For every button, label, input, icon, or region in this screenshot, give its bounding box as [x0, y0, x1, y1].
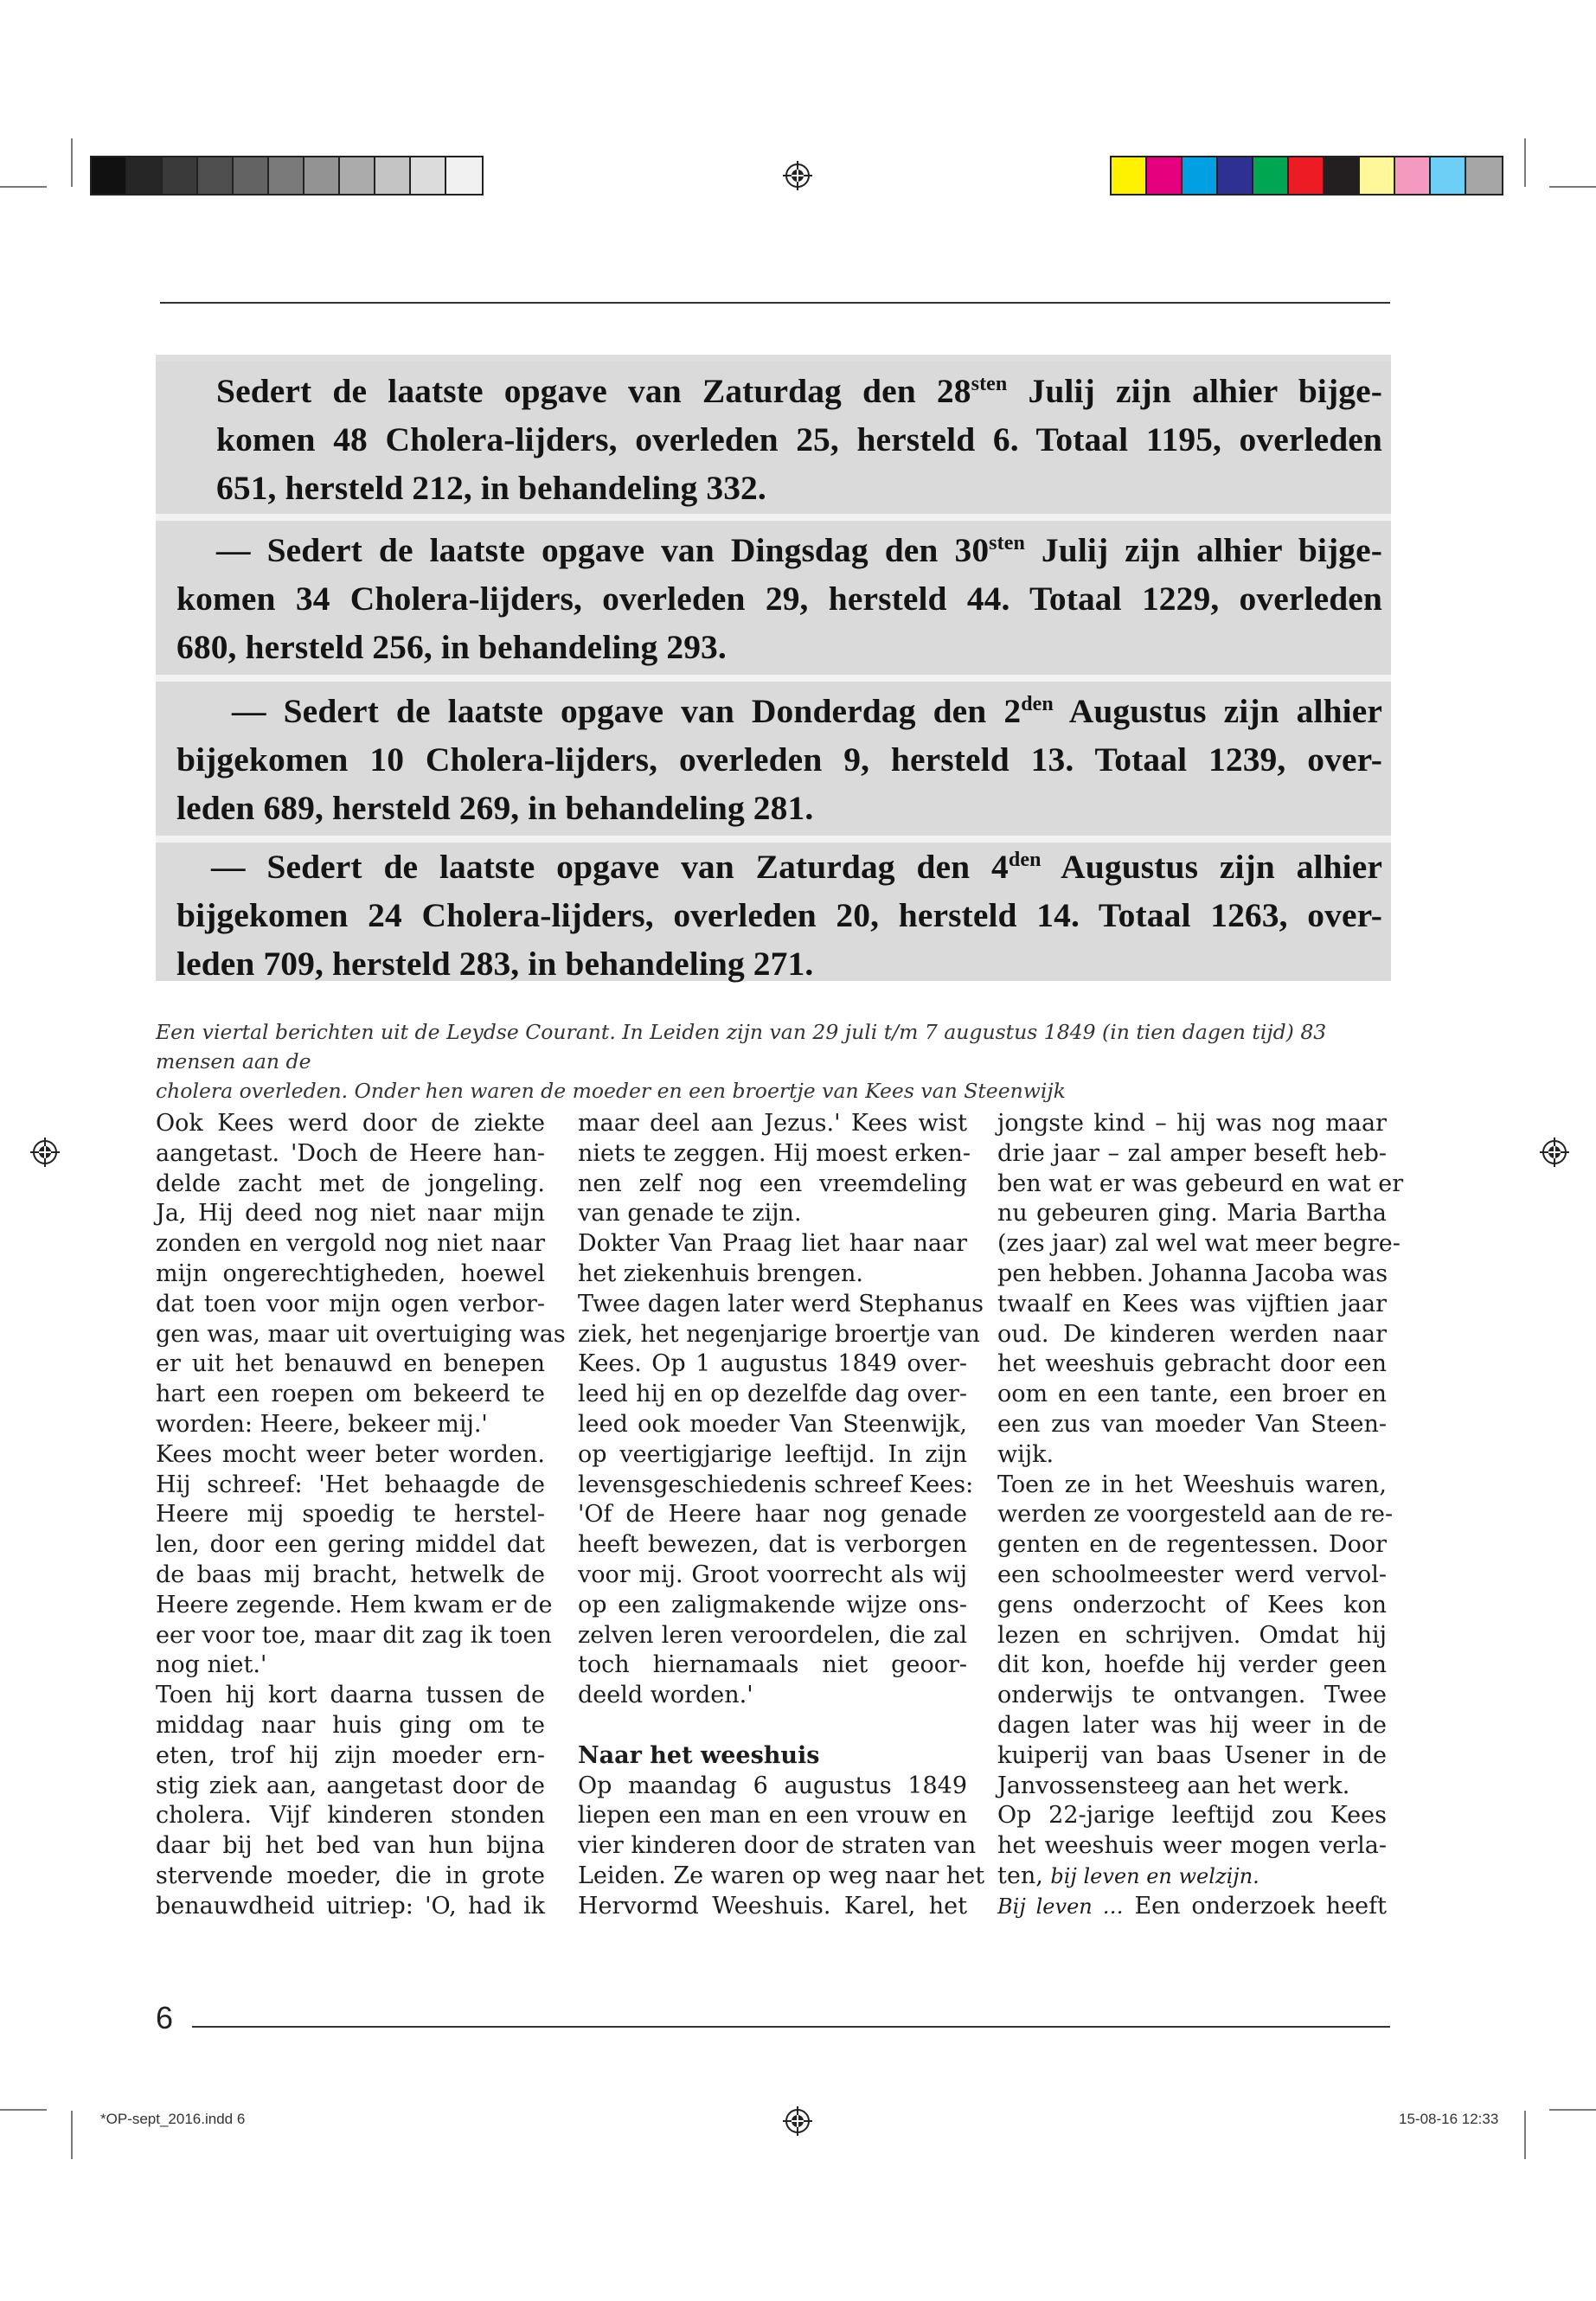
color-swatch — [1466, 157, 1502, 194]
text-line: delde zacht met de jongeling. — [156, 1170, 545, 1197]
color-swatch — [1360, 157, 1395, 194]
text-line: dagen later was hij weer in de — [997, 1711, 1387, 1739]
text-line: Op maandag 6 augustus 1849 — [578, 1772, 967, 1799]
text-line: onderwijs te ontvangen. Twee — [997, 1682, 1387, 1709]
text-line: stig ziek aan, aangetast door de — [156, 1772, 545, 1799]
text-line: lezen en schrijven. Omdat hij — [997, 1621, 1387, 1649]
text-line: kuiperij van baas Usener in de — [997, 1741, 1387, 1769]
clipping-separator — [156, 675, 1391, 682]
text-line: (zes jaar) zal wel wat meer begre- — [997, 1230, 1401, 1258]
slug-filename: *OP-sept_2016.indd 6 — [100, 2111, 246, 2127]
text-line: ben wat er was gebeurd en wat er — [997, 1170, 1404, 1197]
text-line: stervende moeder, die in grote — [156, 1862, 545, 1889]
text-line: drie jaar – zal amper beseft heb- — [997, 1139, 1387, 1167]
paragraph-gap — [578, 1711, 967, 1741]
text-line: zelven leren veroordelen, die zal — [578, 1621, 967, 1649]
text-line: werden ze voorgesteld aan de re- — [997, 1501, 1394, 1529]
color-swatch — [1183, 157, 1218, 194]
text-line: mijn ongerechtigheden, hoewel — [156, 1259, 545, 1287]
clipping: — Sedert de laatste opgave van Donderdag den $2^{den}$ Augustus zijn alhier bijgekomen 10 Cholera-lijders, overleden 9, hersteld 13. Totaal 1239, over- leden 689, hersteld 269, in behandeling 281. — [156, 682, 1391, 836]
text-line: Hij schreef: 'Het behaagde de — [156, 1471, 545, 1498]
text-line: Janvossensteeg aan het werk. — [997, 1772, 1350, 1799]
color-swatch — [1395, 157, 1431, 194]
text-line: twaalf en Kees was vijftien jaar — [997, 1290, 1387, 1317]
image-caption — [156, 1017, 1393, 1106]
section-heading: Naar het weeshuis — [578, 1741, 820, 1769]
color-swatch — [163, 157, 198, 194]
color-swatch — [375, 157, 411, 194]
clipping: Sedert de laatste opgave van Zaturdag den $28^{sten}$ Julij zijn alhier bijge- komen 48 Cholera-lijders, overleden 25, hersteld 6. Totaal 1195, overleden 651, hersteld 212, in behandeling 332. — [156, 362, 1391, 514]
process-color-bar — [1110, 156, 1503, 195]
text-line: gen was, maar uit overtuiging was — [156, 1320, 566, 1348]
text-line: voor mij. Groot voorrecht als wij — [578, 1561, 967, 1588]
text-line: Op 22-jarige leeftijd zou Kees — [997, 1802, 1387, 1830]
registration-mark-icon — [30, 1138, 60, 1167]
color-swatch — [1289, 157, 1324, 194]
text-line: wijk. — [997, 1440, 1054, 1468]
color-swatch — [234, 157, 269, 194]
text-line: toch hiernamaals niet geoor- — [578, 1651, 967, 1679]
text-fragment: ten, — [997, 1862, 1051, 1889]
footer-rule — [192, 2026, 1390, 2028]
registration-mark-icon — [783, 161, 812, 190]
text-line: op veertigjarige leeftijd. In zijn — [578, 1440, 967, 1468]
text-line: levensgeschiedenis schreef Kees: — [578, 1471, 974, 1498]
text-line: middag naar huis ging om te — [156, 1711, 545, 1739]
newspaper-clippings-image — [156, 355, 1391, 981]
text-line: len, door een gering middel dat — [156, 1531, 545, 1559]
color-swatch — [1112, 157, 1147, 194]
text-line: het ziekenhuis brengen. — [578, 1259, 864, 1287]
text-line: heeft bewezen, dat is verborgen — [578, 1531, 967, 1559]
text-line: eer voor toe, maar dit zag ik toen — [156, 1621, 552, 1649]
text-line: eten, trof hij zijn moeder ern- — [156, 1741, 545, 1769]
text-line: leed hij en op dezelfde dag over- — [578, 1381, 967, 1408]
slug-datetime: 15-08-16 12:33 — [1399, 2111, 1499, 2127]
text-line: Hervormd Weeshuis. Karel, het — [578, 1892, 967, 1920]
text-line: pen hebben. Johanna Jacoba was — [997, 1259, 1388, 1287]
color-swatch — [127, 157, 163, 194]
text-line: zonden en vergold nog niet naar — [156, 1230, 545, 1258]
italic-fragment: bij leven en welzijn. — [1050, 1863, 1259, 1888]
color-swatch — [304, 157, 340, 194]
header-rule — [160, 302, 1390, 304]
text-column-2 — [578, 1109, 985, 1922]
text-line: maar deel aan Jezus.' Kees wist — [578, 1110, 967, 1137]
color-swatch — [411, 157, 446, 194]
text-line: Toen hij kort daarna tussen de — [156, 1682, 545, 1709]
text-line: Heere mij spoedig te herstel- — [156, 1501, 545, 1529]
text-line: Twee dagen later werd Stephanus — [578, 1290, 984, 1317]
grayscale-color-bar — [90, 156, 484, 195]
color-swatch — [1147, 157, 1183, 194]
text-line: ziek, het negenjarige broertje van — [578, 1320, 980, 1348]
text-line: Leiden. Ze waren op weg naar het — [578, 1862, 985, 1889]
text-line: benauwdheid uitriep: 'O, had ik — [156, 1892, 545, 1920]
text-line: Ook Kees werd door de ziekte — [156, 1110, 545, 1137]
text-line: Toen ze in het Weeshuis waren, — [997, 1471, 1387, 1498]
text-line: worden: Heere, bekeer mij.' — [156, 1410, 488, 1438]
text-line: deeld worden.' — [578, 1682, 753, 1709]
text-line: nu gebeuren ging. Maria Bartha — [997, 1200, 1387, 1227]
text-line: liepen een man en een vrouw en — [578, 1802, 967, 1830]
color-swatch — [1324, 157, 1360, 194]
page-number: 6 — [156, 2000, 174, 2035]
text-line: nog niet.' — [156, 1651, 267, 1679]
text-line: 'Of de Heere haar nog genade — [578, 1501, 967, 1529]
clipping-separator — [156, 514, 1391, 521]
text-line: vier kinderen door de straten van — [578, 1832, 977, 1860]
text-line — [997, 1862, 1387, 1892]
clipping: — Sedert de laatste opgave van Zaturdag den $4^{den}$ Augustus zijn alhier bijgekomen 24 Cholera-lijders, overleden 20, hersteld 14. Totaal 1263, over- leden 709, hersteld 283, in behandeling 271. — [156, 843, 1391, 981]
text-line: de baas mij bracht, hetwelk de — [156, 1561, 545, 1588]
color-swatch — [340, 157, 375, 194]
text-line: Ja, Hij deed nog niet naar mijn — [156, 1200, 545, 1227]
text-line: oud. De kinderen werden naar — [997, 1320, 1387, 1348]
text-line: het weeshuis weer mogen verla- — [997, 1832, 1387, 1860]
text-column-3 — [997, 1109, 1404, 1922]
text-line: Kees. Op 1 augustus 1849 over- — [578, 1350, 967, 1378]
text-line: dat toen voor mijn ogen verbor- — [156, 1290, 545, 1317]
color-swatch — [198, 157, 234, 194]
color-swatch — [1253, 157, 1289, 194]
text-fragment: Een onderzoek heeft — [1123, 1892, 1387, 1920]
text-line: aangetast. 'Doch de Heere han- — [156, 1139, 545, 1167]
text-line: Kees mocht weer beter worden. — [156, 1440, 545, 1468]
text-line: er uit het benauwd en benepen — [156, 1350, 545, 1378]
color-swatch — [92, 157, 127, 194]
text-line: het weeshuis gebracht door een — [997, 1350, 1387, 1378]
color-swatch — [269, 157, 304, 194]
text-line: daar bij het bed van hun bijna — [156, 1832, 545, 1860]
text-line: jongste kind – hij was nog maar — [997, 1110, 1387, 1137]
text-line: cholera. Vijf kinderen stonden — [156, 1802, 545, 1830]
color-swatch — [1218, 157, 1253, 194]
text-line: op een zaligmakende wijze ons- — [578, 1591, 967, 1618]
registration-mark-icon — [1540, 1138, 1569, 1167]
caption-line: cholera overleden. Onder hen waren de moeder en een broertje van Kees van Steenwijk — [156, 1079, 1066, 1103]
text-line: gens onderzocht of Kees kon — [997, 1591, 1387, 1618]
italic-fragment: Bij leven … — [997, 1894, 1124, 1919]
text-line: nen zelf nog een vreemdeling — [578, 1170, 967, 1197]
text-line — [997, 1892, 1387, 1922]
text-line: een schoolmeester werd vervol- — [997, 1561, 1387, 1588]
color-swatch — [1431, 157, 1466, 194]
clipping-separator — [156, 836, 1391, 843]
registration-mark-icon — [783, 2106, 812, 2136]
caption-line: Een viertal berichten uit de Leydse Courant. In Leiden zijn van 29 juli t/m 7 augustus 1849 (in tien dagen tijd) 83 mensen aan de — [156, 1020, 1327, 1074]
text-line: hart een roepen om bekeerd te — [156, 1381, 545, 1408]
text-line: Dokter Van Praag liet haar naar — [578, 1230, 967, 1258]
text-line: een zus van moeder Van Steen- — [997, 1410, 1387, 1438]
text-line: niets te zeggen. Hij moest erken- — [578, 1139, 971, 1167]
text-line: van genade te zijn. — [578, 1200, 802, 1227]
text-line: genten en de regentessen. Door — [997, 1531, 1387, 1559]
text-line: oom en een tante, een broer en — [997, 1381, 1387, 1408]
text-line: dit kon, hoefde hij verder geen — [997, 1651, 1387, 1679]
text-line: Heere zegende. Hem kwam er de — [156, 1591, 553, 1618]
text-line: leed ook moeder Van Steenwijk, — [578, 1410, 967, 1438]
text-column-1 — [156, 1109, 566, 1922]
color-swatch — [446, 157, 482, 194]
clipping: — Sedert de laatste opgave van Dingsdag den $30^{sten}$ Julij zijn alhier bijge- komen 34 Cholera-lijders, overleden 29, hersteld 44. Totaal 1229, overleden 680, hersteld 256, in behandeling 293. — [156, 521, 1391, 675]
